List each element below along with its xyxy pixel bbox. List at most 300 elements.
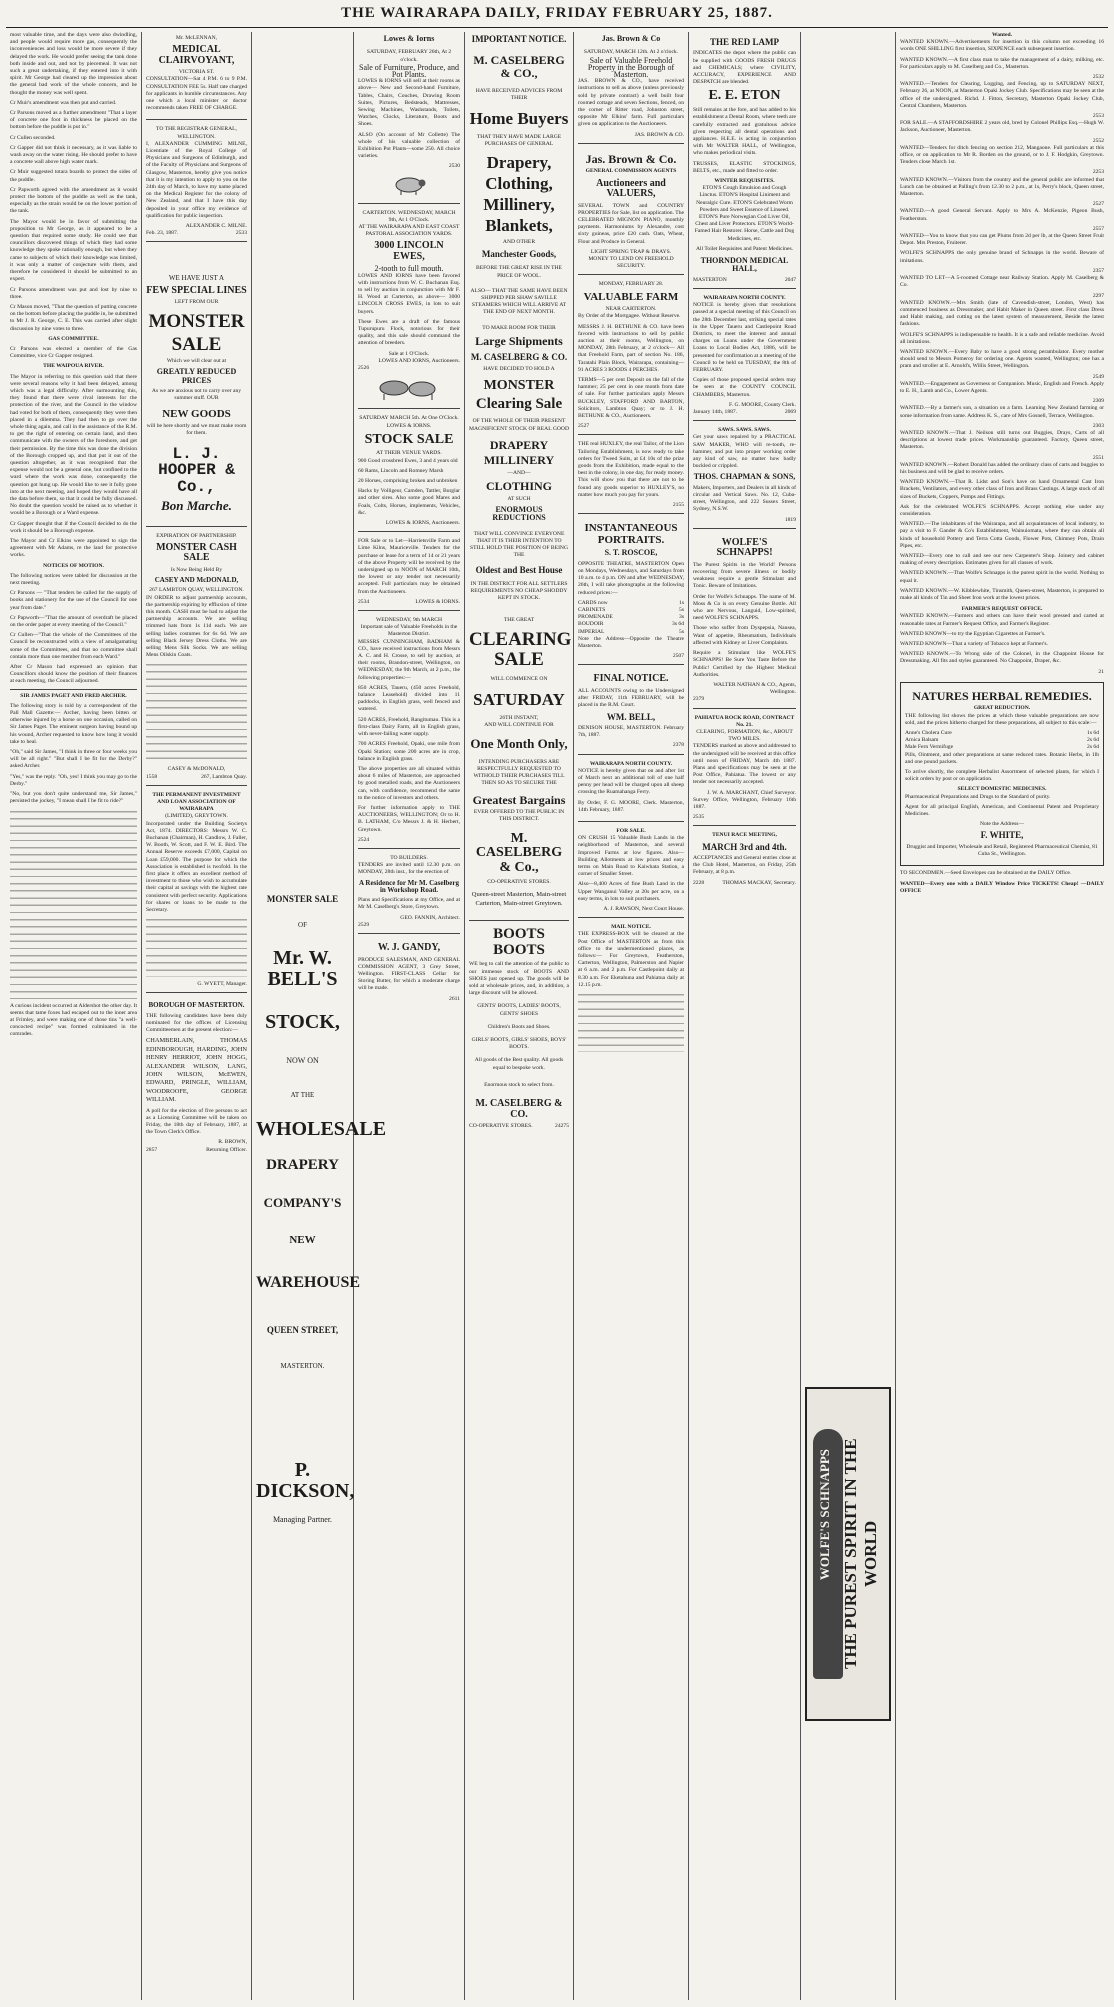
advert-number: 2378: [672, 742, 684, 749]
article-paragraph: "Oh," said Sir James, "I think in three or four weeks you will be all right." "But shall I be fit for the Derby?" asked Archer.: [10, 749, 137, 770]
advert-line: ALSO— THAT THE SAME HAVE BEEN SHIPPED PER SHAW SAVILLE STEAMERS WHICH WILL ARRIVE AT THE END OF NEXT MONTH.: [470, 287, 568, 316]
advert-text: I, ALEXANDER CUMMING MILNE, Licentiate of the Royal College of Physicians and Surgeons of Edinburgh, and of the Faculty of Physicians and Surgeons of Glasgow, Masterton, hereby give you notice that it is my intention to apply to you on the 24th day of March, to have my name placed on the Medical Register for the colony of New Zealand, and that I have this day deposited in your office my evidence of qualification for public inspection.: [146, 140, 247, 219]
article-paragraph: A curious incident occurred at Aldershot the other day. It seems that tame foxes had escaped out to the inner area at Frimley, and were making one of those tins "a well-concocted recipe" was formed culminated in the comrades.: [10, 1002, 138, 1038]
article-paragraph: After Cr Mason had expressed an opinion that Councillors should know the position of their finances at each meeting, the Council adjourned.: [10, 664, 137, 685]
advert-text: JAS. BROWN & CO., have received instructions to sell as above (unless previously sold by private contract) a well built four roomed cottage and seven Sections, fenced, on the corner of Ritter road, Johnston street, opposite Mr Elkins' farm. Full particulars given on application to the Auctioneers.: [578, 78, 684, 128]
classified-item: FOR SALE.—A STAFFORDSHIRE 2 years old, bred by Colonel Phillips Esq.—Hugh W. Jackson, Auctioneer, Masterton.: [900, 120, 1104, 134]
advert-text: Pharmaceutical Preparations and Drugs to the Standard of purity.: [905, 793, 1051, 800]
advert-county-rates: [693, 292, 796, 421]
article-paragraph: The following story is told by a correspondent of the Pall Mall Gazette:— Archer, having been bitten or otherwise injured by a horse on one occasion, called on Sir James Paget. The eminent surgeon having bound up his wound, Archer requested to know how long it would take to heal.: [10, 702, 137, 745]
price-value: 5s: [679, 628, 684, 635]
price-label: BOUDOIR: [578, 621, 604, 628]
article-paragraph: The following notices were tabled for discussion at the next meeting.: [10, 572, 137, 587]
advert-number: 2549: [1092, 373, 1104, 380]
advert-text: Note the Address—Opposite the Theatre Masterton.: [578, 635, 684, 649]
advert-text: THE following list shows the prices at which these valuable preparations are now sold, and the prices hitherto charged for these preparations, all subject to this scale:—: [905, 712, 1099, 726]
price-row: [578, 614, 684, 621]
advert-line: CO-OPERATIVE STORES.: [469, 1123, 533, 1130]
classified-item: WANTED.—By a farmer's son, a situation on a farm. Learning New Zealand farming or some information from same. Address K. S., care of Mrs Gosnell, Terrace, Wellington.: [900, 405, 1104, 419]
advert-text: THE real HUXLEY, the real Tailor, of the Lion Tailoring Establishment, is now ready to take orders for Tweed Suits, at £4 10s of the prize goods from the Exhibition, made equal to the best in the colony, in one day, for ready money. This will show you that there are not to be found any goods superior to HUXLEY'S, no matter how much you pay for yours.: [578, 441, 684, 498]
advert-line: GIRLS' BOOTS, GIRLS' SHOES, BOYS' BOOTS.: [471, 1037, 567, 1051]
classified-item: WANTED.—A good General Servant. Apply to Mrs A. McKenzie, Pigeon Bush, Featherston.: [900, 208, 1104, 222]
advert-date: Feb. 23, 1887.: [146, 230, 179, 237]
advert-borough-election: [146, 996, 247, 1157]
advert-footer: [358, 599, 460, 606]
advert-headline: P. DICKSON,: [256, 1459, 355, 1503]
advert-number: 1558: [146, 773, 158, 780]
price-row: [905, 744, 1099, 751]
advert-line: Note the Address—: [979, 821, 1025, 828]
advert-heading: TO BUILDERS.: [390, 854, 428, 861]
advert-text: DENISON HOUSE, MASTERTON. February 7th, 1887.: [578, 724, 684, 739]
price-value: 5s: [679, 606, 684, 613]
section-heading: NOTICES OF MOTION.: [43, 562, 104, 569]
classified-item: WANTED KNOWN.—Every Baby to have a good strong perambulator. Every mother should send to Messrs Pomeroy for ordering one. Agents wanted, Wellington; one has a pram and stroller at E. Arnold's, Willis Street, Wellington.: [900, 348, 1104, 370]
advert-signature: R. BROWN,: [218, 1139, 247, 1146]
classified-item: WANTED TO LET—A 5-roomed Cottage near Railway Station. Apply M. Caselberg & Co.: [900, 275, 1104, 289]
advert-title: MAIL NOTICE.: [611, 924, 651, 931]
advert-headline: 3000 LINCOLN EWES,: [374, 240, 444, 262]
advert-headline: Mr. W. BELL'S: [267, 946, 338, 990]
price-value: 2s 6d: [1087, 744, 1099, 751]
schnapps-poster: [805, 1387, 891, 1721]
advert-headline: MONSTER: [148, 311, 245, 333]
advert-headline: Jas. Brown & Co.: [585, 151, 677, 166]
advert-date: WEDNESDAY, 9th MARCH: [375, 617, 443, 624]
advert-line: GREAT REDUCTION.: [973, 705, 1031, 712]
classified-item: WANTED—Tenders for ditch fencing on section 212, Mangaone. Full particulars at this office, or on application to Mr R. Borden on the ground, or to J. F. Hodgkin, Greytown. Tenders close March 1st.: [900, 144, 1104, 166]
advert-name: F. WHITE,: [980, 830, 1024, 841]
advert-headline: MONSTER: [483, 377, 555, 393]
advert-number: 2533: [235, 230, 247, 237]
advert-headline: Home Buyers: [469, 109, 569, 129]
advert-text: Still remains at the fore, and has added to his establishment a Dental Room, where teeth are carefully extracted and gratuitous advice given respecting all dental operations and appliances. H.E.E. is acting in conjunction with Mr WALTER HALL, of Wellington, who makes periodical visits.: [693, 107, 796, 157]
advert-race-meeting: [693, 829, 796, 890]
advert-headline: BOOTS BOOTS: [469, 920, 569, 959]
advert-line: LIGHT SPRING TRAP & DRAYS.: [590, 248, 672, 255]
advert-candidate-list: CHAMBERLAIN, THOMAS EDINBOROUGH, HARDING, JOHN HENRY HERRIOT, JOHN HOGG, ALEXANDER WILSON, LANG, JOHN WILSON, McEWEN, EDWARD, PRINGLE, WILLIAM, WOODROOFE, GEORGE WILLIAM.: [146, 1037, 247, 1104]
classified-item: WANTED.—The inhabitants of the Wairarapa, and all acquaintances of local industry, to pay a visit to F. Gander & Co's Establishment, Wainuiomata, where they can obtain all kinds of household Pottery and Terra Cotta Goods, Flower Pots, Chimney Pots, Drain Pipes, etc.: [900, 521, 1104, 549]
advert-herbal-remedies: [900, 682, 1104, 866]
stock-item: 60 Rams, Lincoln and Romney Marsh: [358, 467, 444, 474]
column-chemist-notices: [689, 32, 801, 2000]
advert-headline: STOCK,: [265, 1010, 340, 1033]
advert-text: Get your saws repaired by a PRACTICAL SAW MAKER, WHO will re-tooth, re-hammer, and put into proper working order any kind of saw, no matter how badly buckled or crippled.: [693, 434, 796, 470]
schnapps-poster-title: WOLFE'S SCHNAPPS: [817, 1449, 832, 1581]
advert-line: AT THE: [290, 1090, 315, 1099]
advert-line: ENORMOUS REDUCTIONS: [492, 504, 546, 523]
advert-text-block: [578, 992, 684, 1052]
advert-text: MESSRS CUNNINGHAM, BADHAM & CO., have received instructions from Messrs A. C. and H. Crosse, to sell by auction, at their rooms, Brandon-street, Wellington, on WEDNESDAY, the 9th March, at 2 p.m., the following properties:—: [358, 638, 460, 681]
advert-footer: [693, 409, 796, 416]
advert-text: The Purest Spirits in the World! Persons recovering from severe illness or bodily weakness require a gentle Stimulant and Tonic. Beware of Imitations.: [693, 561, 796, 590]
advert-number: 2530: [448, 163, 460, 170]
advert-line: THE GREAT: [503, 616, 535, 623]
price-label: Arnica Balsam: [905, 737, 939, 744]
advert-line: MASTERTON: [693, 276, 727, 283]
article-paragraph: "No, but you don't quite understand me, Sir James," persisted the jockey, "I mean shall I be fit to ride?": [10, 791, 137, 805]
column-caselberg-advert: [465, 32, 574, 2000]
advert-freehold-borough: [578, 46, 684, 143]
advert-text: OPPOSITE THEATRE, MASTERTON Open on Mondays, Wednesdays, and Saturdays from 10 a.m. to 4 p.m. ON and after WEDNESDAY, 26th, I will take photographs at the following reduced prices:—: [578, 560, 684, 596]
advert-text: Makers, Importers, and Dealers in all kinds of circular and Vertical Saws. No. 12, Cuba-street, Wellington, and 222 Sussex Street, Sydney, N.S.W.: [693, 484, 796, 513]
advert-investment-association: [146, 789, 247, 994]
advert-number: 2557: [1092, 225, 1104, 232]
article-paragraph: The Mayor and Cr Elkins were appointed to sign the agreement with Mr Adams, re the land for protective works.: [10, 538, 137, 559]
article-paragraph: Cr Papworth—"That the amount of overdraft be placed on the order paper at every meeting of the Council.": [10, 614, 137, 629]
advert-headline: COMPANY'S: [263, 1194, 342, 1210]
section-heading: GAS COMMITTEE.: [48, 335, 99, 342]
advert-line: Enormous stock to select from.: [484, 1081, 554, 1088]
advert-text: ON CRUSH 15 Valuable Bush Lands in the neighborhood of Masterton, and several Improved Farms at low figures. Also—Building Allotments at low prices and easy terms on Main Road to Kaiwhata Station, a corner of Smaller Street.: [578, 835, 684, 878]
sheep-illustration: [358, 174, 460, 196]
advert-freehold-sale: [358, 614, 460, 849]
advert-line: —AND—: [507, 469, 531, 476]
advert-store-name: Bon Marche.: [161, 497, 232, 513]
classified-item: WANTED KNOWN.—That Wolfe's Schnapps is the purest spirit in the world. Nothing to equal it.: [900, 570, 1104, 584]
advert-line: QUEEN STREET,: [266, 1324, 339, 1335]
section-heading: Wanted.: [991, 32, 1013, 38]
advert-headline: Clearing Sale: [475, 395, 563, 412]
classified-item: WOLFE'S SCHNAPPS is indispensable to health. It is a safe and reliable medicine. Avoid all imitations.: [900, 331, 1104, 345]
classified-item: WANTED KNOWN—That a variety of Tobacco kept at Farmer's.: [900, 641, 1048, 648]
classified-item: WANTED KNOWN.—Robert Donald has added the ordinary class of carts and buggies to his business and will be glad to receive orders.: [900, 461, 1104, 475]
advert-title: MEDICAL CLAIRVOYANT,: [158, 44, 235, 66]
column-news-report: [6, 32, 142, 2000]
advert-line: MASTERTON.: [280, 1362, 325, 1371]
advert-jas-brown: [578, 147, 684, 276]
advert-text: IN ORDER to adjust partnership accounts, the partnership expiring by effluxion of time this month. CASH must be had to adjust the partnership accounts. We are selling trimmed hats from 1s 11d each. We are selling ladies costumes for 6s 6d. We are selling Black Jersey Dress Cloths. We are selling Mens Silk Socks. We are selling Mens Oilskin Coats.: [146, 594, 247, 659]
price-label: PROMENADE: [578, 614, 613, 621]
advert-rock-road: [693, 712, 796, 827]
article-paragraph: Cr Parsons was elected a member of the Gas Committee, vice Cr Gapper resigned.: [10, 345, 137, 360]
classified-item: WOLFE'S SCHNAPPS the only genuine brand of Schnapps in the world. Beware of imitations.: [900, 250, 1104, 264]
advert-text: 520 ACRES, Freehold, Rangitumau. This is a first-class Dairy Farm, all in English grass, with never-failing water supply.: [358, 716, 460, 738]
advert-number: 2857: [146, 1146, 158, 1153]
advert-furniture-sale: [358, 46, 460, 203]
advert-line: THAT THEY HAVE MADE LARGE PURCHASES OF GENERAL: [476, 133, 562, 148]
advert-headline: Blankets,: [485, 215, 553, 235]
advert-address: 267, Lambton Quay.: [201, 773, 247, 780]
masthead-rule: [6, 27, 1108, 28]
advert-text: FOR Sale or to Let—Harrietsville Farm and Lime Kilns, Mauriceville. Tenders for the purchase or lease for a term of 14 or 21 years of the above Property will be received by the undersigned up to NOON of MARCH 10th, the lowest or any tender not necessarily accepted. Full particulars may be obtained from the Auctioneers.: [358, 538, 460, 595]
advert-line: 26TH INSTANT,: [499, 714, 539, 721]
price-label: Male Fern Vermifuge: [905, 744, 954, 751]
advert-registrar-notice: [146, 123, 247, 242]
advert-line: (LIMITED), GREYTOWN.: [165, 813, 228, 820]
advert-text: ETON'S Cough Emulsion and Cough Linctus. ETON'S Hospital Liniment and Neuralgic Cure. ETON'S Celebrated Worm Powders and Sweet Essence of Linseed. ETON'S Pure Norwegian Cod Liver Oil, Chest and Liver Protectors. ETON'S World-Famed Hair Restorer. Horse, Cattle and Dog Medicines, etc.: [694, 185, 795, 242]
article-paragraph: Cr Muir's amendment was then put and carried.: [10, 99, 117, 106]
advert-title: SAWS. SAWS. SAWS.: [718, 427, 771, 434]
advert-text-block: [146, 917, 247, 977]
advert-line: 2-tooth to full mouth.: [374, 264, 444, 274]
advert-line: GENERAL COMMISSION AGENTS: [585, 168, 677, 175]
advert-number: 2553: [1092, 113, 1104, 120]
advert-name: S. T. ROSCOE,: [604, 548, 658, 558]
price-label: CABINETS: [578, 606, 606, 613]
price-label: CARDS now: [578, 599, 608, 606]
advert-signature: WALTER NATHAN & CO., Agents, Wellington.: [713, 681, 796, 696]
advert-line: AT THEIR VENUE YARDS.: [376, 450, 442, 457]
advert-text: TERMS—5 per cent Deposit on the fall of the hammer; 25 per cent in one month from date of sale. For further particulars apply Messrs BUCKLEY, STAFFORD AND BARTON, Solicitors, Lambton Quay; or to J. H. BETHUNE & CO., Auctioneers.: [578, 377, 684, 420]
advert-headline: WOLFE'S SCHNAPPS!: [716, 536, 773, 559]
advert-merchant-name: L. J. HOOPER & Co.,: [158, 444, 235, 497]
advert-text: TRUSSES, ELASTIC STOCKINGS, BELTS, etc., made and fitted to order.: [693, 160, 796, 174]
advert-headline: E. E. ETON: [708, 88, 781, 104]
classified-item: WANTED.—Tenders for Clearing, Logging, and Fencing, up to SATURDAY NEXT, February 26, at NOON, at Masterton Opaki Jockey Club. Specifications may be seen at the office of the undersigned. Richd. J. Fitton, Secretary, Masterton Opaki Jockey Club, Central Chambers, Masterton.: [900, 81, 1104, 109]
advert-signature: CASEY & McDONALD,: [167, 766, 226, 773]
advert-line: LOWES & IORNS.: [386, 422, 432, 429]
advert-number: 2379: [693, 696, 705, 703]
advert-text: Copies of those proposed special orders may be seen at the COUNTY COUNCIL CHAMBERS, Masterton.: [693, 377, 796, 398]
advert-text: The above properties are all situated within about 6 miles of Masterton, are approached by good metalled roads, and the Auctioneers can, with confidence, recommend the same to the notice of investors and others.: [358, 765, 460, 801]
advert-signature: JAS. BROWN & CO.: [634, 131, 684, 138]
classified-item: WANTED KNOWN.—Visitors from the country and the general public are informed that Lunch can be obtained at Palling's from 12.30 to 2 p.m., at 1s, Perry's block, Queen street, Masterton.: [900, 176, 1104, 198]
advert-title: A Residence for Mr M. Caselberg in Workshop Road.: [358, 878, 460, 894]
classified-item: TO SECONDMEN.—Seed Envelopes can be obtained at the DAILY Office.: [900, 870, 1072, 877]
advert-line: As we are anxious not to carry over any summer stuff. OUR: [151, 388, 242, 402]
advert-line: M. CASELBERG & CO.: [470, 352, 568, 363]
price-value: 2s 6d: [1087, 737, 1099, 744]
advert-line: WE HAVE JUST A: [168, 274, 225, 283]
classified-item: WANTED KNOWN.—That R. Lidst and Son's have on hand Ornamental Cast Iron Brackets, Ventilators, and every other class of Iron and Brass Castings. A large stock of all sizes of Buckets, Coppers, Pumps and Fittings.: [900, 479, 1104, 500]
price-value: 1s 6d: [1087, 730, 1099, 737]
advert-signature: LOWES AND IORNS, Auctioneers.: [378, 357, 460, 364]
advert-signature: LOWES & IORNS, Auctioneers.: [385, 520, 460, 527]
section-heading: THE WAIPOUA RIVER.: [43, 363, 104, 370]
advert-text: Those who suffer from Dyspepsia, Nausea, Want of appetite, Rheumatism, Individuals affected with Kidney or Liver Complaints.: [693, 625, 796, 646]
advert-headline: Drapery,: [486, 153, 552, 173]
advert-headline: Clothing,: [485, 174, 553, 194]
advert-number: 2529: [358, 921, 370, 928]
advert-tender-builders: [358, 852, 460, 934]
advert-headline: M. CASELBERG & Co.,: [475, 830, 563, 875]
advert-headline: Oldest and Best House: [475, 564, 563, 575]
article-paragraph: Cr Mason moved, "That the question of putting concrete on the bottom before placing the puddle in, be submitted to Mr J. R. George, C. E. This was carried after slight discussion by nine votes to three.: [10, 303, 137, 332]
advert-headline: SALE: [171, 334, 222, 356]
advert-headline: Greatest Bargains: [472, 792, 566, 807]
advert-name: THOS. CHAPMAN & SONS,: [693, 472, 796, 482]
advert-line: IN THE DISTRICT FOR ALL SETTLERS REQUIREMENTS NO CHEAP SHODDY KEPT IN STOCK.: [470, 581, 568, 602]
advert-line: THAT WILL CONVINCE EVERYONE THAT IT IS THEIR INTENTION TO STILL HOLD THE POSITION OF BEING THE: [469, 530, 569, 559]
advert-huxley-tailor: [578, 438, 684, 514]
column-wanted-classifieds: [896, 32, 1108, 2000]
advert-line: TO MAKE ROOM FOR THEIR: [482, 324, 556, 331]
advert-text: THE EXPRESS-BOX will be cleared at the Post Office of MASTERTON as from this office to the undermentioned places, as follows:— For Greytown, Featherston, Carterton, Wellington, Palmerston and Napier at 6 a.m. and 2 p.m. For Castlepoint daily at 8.30 a.m. For Eketahuna and Pahiatua daily at 12.15 p.m.: [578, 931, 684, 988]
schnapps-poster-slogan: THE PUREST SPIRIT IN THE WORLD: [841, 1438, 880, 1670]
article-text-block: [10, 809, 137, 999]
classified-item: WANTED KNOWN—to try the Egyptian Cigarettes at Farmer's.: [900, 630, 1046, 637]
advert-line: Is Now Being Held By: [170, 566, 223, 573]
advert-signature: ALEXANDER C. MILNE.: [185, 223, 247, 230]
advert-hooper-sale: [146, 245, 247, 526]
advert-number: 2534: [358, 598, 370, 605]
advert-heading: EXPIRATION OF PARTNERSHIP.: [156, 532, 237, 539]
article-paragraph: Cr Muir suggested totara boards to protect the sides of the puddle.: [10, 169, 137, 183]
advert-title: Sale of Valuable Freehold Property in the Borough of Masterton.: [587, 55, 675, 79]
advert-headline: DRAPERY: [489, 437, 549, 452]
advert-name: WM. BELL,: [606, 711, 656, 722]
advert-headline: Millinery,: [483, 194, 555, 214]
classified-item: WANTED KNOWN.—That J. Neilson still turns out Buggies, Drays, Carts of all descriptions at lowest trade prices. Workmanship guaranteed. Factory, Queen street, Masterton.: [900, 429, 1104, 451]
advert-text: ACCEPTANCES and General entries close at the Club Hotel, Masterton, on Friday, 25th February, at 8 p.m.: [693, 855, 796, 876]
advert-text: CONSULTATION—Sat 4 P.M. 6 to 9 P.M. CONSULTATION FEE 5s. Half rate charged for applicants in humble circumstances. Any one which a local minister or doctor recommends taken FREE OF CHARGE.: [146, 76, 247, 112]
classified-item: WANTED KNOWN.—A first class man to take the management of a dairy, milking, etc. For particulars apply to M. Caselberg and Co., Masterton.: [900, 56, 1104, 70]
advert-footer: [146, 230, 247, 237]
advert-title: MONSTER CASH SALE: [156, 541, 237, 564]
advert-title: TENUI RACE MEETING,: [712, 832, 777, 839]
advert-text: Plans and Specifications at my Office, and at Mr M. Caselberg's Store, Greytown.: [358, 897, 460, 911]
advert-title: WAIRARAPA NORTH COUNTY.: [589, 760, 673, 767]
advert-text: NOTICE is hereby given that resolutions passed at a special meeting of this Council on the 28th December last, striking special rates in the Upper Taueru and Castlepoint Road Districts, to meet the interest and annual charges on Loans under the Government Loans to Local Bodies Act, 1886, will be presented for confirmation at a meeting of the Council to be held on TUESDAY, the 8th of FEBRUARY.: [693, 302, 796, 374]
cattle-illustration: [358, 375, 460, 401]
advert-line: LEFT FROM OUR: [174, 299, 219, 306]
advert-line: SELECT DOMESTIC MEDICINES.: [957, 786, 1047, 793]
advert-line: MONEY TO LEND ON FREEHOLD SECURITY.: [588, 256, 674, 270]
advert-text: SEVERAL TOWN and COUNTRY PROPERTIES for Sale, list on application. The CELEBRATED MIGNON PIANO, monthly payments. Harmoniums by Alexandre, cost sixty guineas, price £20 cash. Oats, Wheat, Flour and Produce in General.: [578, 202, 684, 245]
advert-date: SATURDAY MARCH 5th. At One O'Clock.: [359, 415, 459, 422]
advert-date: CARTERTON. WEDNESDAY, MARCH 9th, At 1 O'Clock.: [362, 209, 456, 223]
advert-headline: W. J. GANDY,: [377, 942, 441, 954]
advert-number: 2527: [578, 423, 590, 430]
classified-item: WANTED KNOWN.—Mrs Smith (late of Cavendish-street, London, West) has commenced business as Dressmaker, and Habit Maker in Queen street. First class Dress and Habit making, and cutting on the latest system of measurement, Beside the latest fashions.: [900, 299, 1104, 328]
advert-text: For further information apply to THE AUCTIONEERS, WELLINGTON; Or to H. B. LATHAM, C/o Messrs J. & H. Herbert, Greytown.: [358, 804, 460, 833]
advert-number: 2524: [358, 836, 370, 843]
advert-headline: STOCK SALE: [364, 431, 454, 447]
advert-wolfes-schnapps: [693, 532, 796, 709]
advert-headline: CLEARING SALE: [469, 628, 572, 670]
advert-headline: Auctioneers and VALUERS,: [596, 177, 666, 200]
advert-line: AND WILL CONTINUE FOR: [484, 721, 554, 728]
advert-text: ALL ACCOUNTS owing to the Undersigned after FRIDAY, 11th FEBRUARY, will be placed in the R.M. Court.: [578, 687, 684, 709]
advert-headline: NEW GOODS: [162, 407, 231, 420]
advert-line: WILL COMMENCE ON: [490, 675, 548, 682]
advert-date: SATURDAY, FEBRUARY 26th, At 2 o'clock.: [366, 49, 452, 63]
advert-number: 2611: [449, 995, 460, 1002]
price-value: 3s 6d: [672, 621, 684, 628]
advert-footer: [469, 1123, 569, 1130]
advert-saw-repair: [693, 424, 796, 529]
advert-line: Which we will clear out at: [166, 358, 227, 365]
advert-number: 2357: [1092, 267, 1104, 274]
advert-line: All Toilet Requisites and Patent Medicines.: [695, 245, 794, 252]
advert-line: BEFORE THE GREAT RISE IN THE PRICE OF WOOL.: [476, 265, 562, 279]
advert-date: MONDAY, FEBRUARY 28.: [598, 281, 664, 288]
newspaper-masthead: THE WAIRARAPA DAILY, FRIDAY FEBRUARY 25, 1887.: [341, 4, 773, 21]
advert-text: 850 ACRES, Taueru, (450 acres Freehold, balance Leasehold) divided into 11 paddocks, in English grass, well fenced and watered.: [358, 684, 460, 713]
advert-line: WINTER REQUISITES.: [714, 177, 775, 184]
advert-headline: INSTANTANEOUS PORTRAITS.: [584, 522, 678, 546]
stock-item: 900 Good crossbred Ewes, 3 and 4 years old: [358, 457, 458, 464]
advert-footer: [146, 1147, 247, 1154]
price-value: 1s: [679, 599, 684, 606]
article-paragraph: Cr Gapper thought that if the Council decided to do the work it should be a Borough expense.: [10, 520, 137, 534]
classified-item: WANTED.—Engagement as Governess or Companion. Music, English and French. Apply to E. H., Lamb and Co., Lower Agents.: [900, 380, 1104, 394]
price-label: Anne's Cholera Cure: [905, 730, 952, 737]
advert-text: 700 ACRES Freehold, Opaki, one mile from Opaki Station; some 200 acres are in crop, balance in English grass.: [358, 741, 460, 762]
advert-number: 2551: [1092, 454, 1104, 461]
advert-line: FEW SPECIAL LINES: [146, 284, 247, 296]
advert-for-sale: [578, 825, 684, 918]
advert-date: January 14th, 1887.: [693, 409, 738, 416]
advert-line: GREATLY REDUCED PRICES: [156, 367, 237, 385]
article-paragraph: Cr Cullen seconded.: [10, 134, 56, 141]
column-advertisements: [142, 32, 252, 2000]
advert-number: 2155: [672, 502, 684, 509]
advert-gandy: [358, 937, 460, 1007]
advert-number: 2532: [1092, 74, 1104, 81]
advert-text: LOWES & IORNS will sell at their rooms as above— New and Second-hand Furniture, Tables, Chairs, Couches, Drawing Room Suites, Pictures, Bedsteads, Mattresses, Sewing Machines, Washstands, Toilets, Watches, Clocks, Literature, Boots and Shoes.: [358, 78, 460, 128]
advert-footer: [693, 277, 796, 284]
price-value: 3s: [679, 614, 684, 621]
advert-headline: THE RED LAMP: [709, 37, 779, 47]
advert-headline: THORNDON MEDICAL HALL,: [700, 256, 789, 274]
advert-signature: A. J. RAWSON, Next Court House.: [603, 906, 684, 913]
advert-number: 24275: [555, 1123, 569, 1130]
advert-text: Require a Stimulant like WOLFE'S SCHNAPPS! Be Sure You Taste Before the Public! Certified by the Highest Medical Authorities.: [693, 650, 796, 678]
advert-lincoln-ewes: [358, 207, 460, 410]
advert-red-lamp: [693, 32, 796, 289]
article-paragraph: Cr Papworth agreed with the amendment as it would protect the bottom of the puddle as well as the tank, especially as the strain would be on the lower portion of the tank.: [10, 186, 137, 215]
advert-heading: IMPORTANT NOTICE.: [471, 34, 567, 44]
advert-text: Pills, Ointment, and other preparations at same reduced rates. Botanic Herbs, in 1lb and one pound packets.: [905, 751, 1099, 765]
advert-text: Agent for all principal English, American, and Continental Patent and Proprietary Medicines.: [905, 803, 1099, 818]
advert-name: CASEY AND McDONALD,: [154, 576, 239, 585]
article-paragraph: "Yes," was the reply. "Oh, yes! I think you may go to the Derby.": [10, 773, 137, 787]
advert-line: NEAR CARTERTON.: [605, 306, 657, 313]
advert-line: Sale at 1 O'Clock.: [388, 350, 430, 357]
advert-address: 267 LAMBTON QUAY, WELLINGTON.: [149, 587, 244, 594]
advert-headline: MARCH 3rd and 4th.: [702, 841, 787, 852]
advert-line: will be here shortly and we must make room for them.: [146, 423, 247, 437]
advert-title: THE PERMANENT INVESTMENT AND LOAN ASSOCIATION OF WAIRARAPA: [152, 791, 241, 813]
advert-headline: SATURDAY: [473, 689, 565, 709]
advert-number: 2047: [784, 276, 796, 283]
column-commission-agents: [574, 32, 689, 2000]
advert-text: ALSO (On account of Mr Collette) The whole of his valuable collection of Exhibition Pot Plants—some 250. All choice varieties.: [358, 131, 460, 160]
advert-portraits: [578, 517, 684, 665]
advert-number: 2303: [1092, 422, 1104, 429]
advert-title: PAHIATUA ROCK ROAD, CONTRACT No. 21.: [694, 714, 795, 728]
advert-line: AND OTHER: [502, 238, 536, 245]
column-schnapps-panel: [801, 32, 896, 2000]
advert-signature: J. W. A. MARCHANT, Chief Surveyor.: [707, 789, 796, 796]
advert-text: A poll for the election of five persons to act as a Licensing Committee will be taken on Friday, the 18th day of February, 1887, at the Town Clerk's Office.: [146, 1107, 247, 1136]
advert-number: 21: [1098, 668, 1104, 675]
advert-text: These Ewes are a draft of the famous Tupurupuru Flock, notorious for their quality, and this sale should command the attention of breeders.: [358, 318, 460, 347]
advert-signature: GEO. FANNIN, Architect.: [400, 914, 460, 921]
advert-text: WE beg to call the attention of the public to our immense stock of BOOTS AND SHOES just opened up. The goods will be sold at wholesale prices, and, in addition, a large discount will be allowed.: [469, 961, 569, 997]
advert-number: 2297: [1092, 292, 1104, 299]
advert-line: OF: [298, 921, 307, 930]
advert-text: Hacks by Volligeur, Camden, Tattler, Burglar and other sires. Also some good Mares and Foals, Colts, Horses, implements, Vehicles, &c.: [358, 488, 460, 516]
advert-county-notice: [578, 758, 684, 822]
advert-title: Important sale of Valuable Freeholds in the Masterton District.: [360, 624, 458, 638]
advert-footer: [146, 774, 247, 781]
advert-heading: Lowes & Iorns: [383, 34, 435, 43]
advert-number: 2526: [358, 365, 370, 372]
advert-number: 2309: [1092, 398, 1104, 405]
advert-line: All goods of the Best quality. All goods equal to bespoke work.: [474, 1057, 564, 1071]
advert-line: Manchester Goods,: [481, 248, 557, 259]
advert-headline: DRAPERY: [266, 1157, 339, 1174]
advert-line: NEW: [289, 1234, 316, 1247]
advert-line: CO-OPERATIVE STORES.: [487, 878, 551, 885]
advert-title: FOR SALE.: [616, 827, 646, 834]
section-heading: FARMER'S REQUEST OFFICE.: [961, 606, 1043, 613]
price-row: [578, 629, 684, 636]
classified-item: WANTED KNOWN.—W. Kibblewhite, Tinsmith, Queen-street, Masterton, is prepared to make all kinds of Tin and Sheet Iron work at the lowest prices.: [900, 587, 1104, 602]
